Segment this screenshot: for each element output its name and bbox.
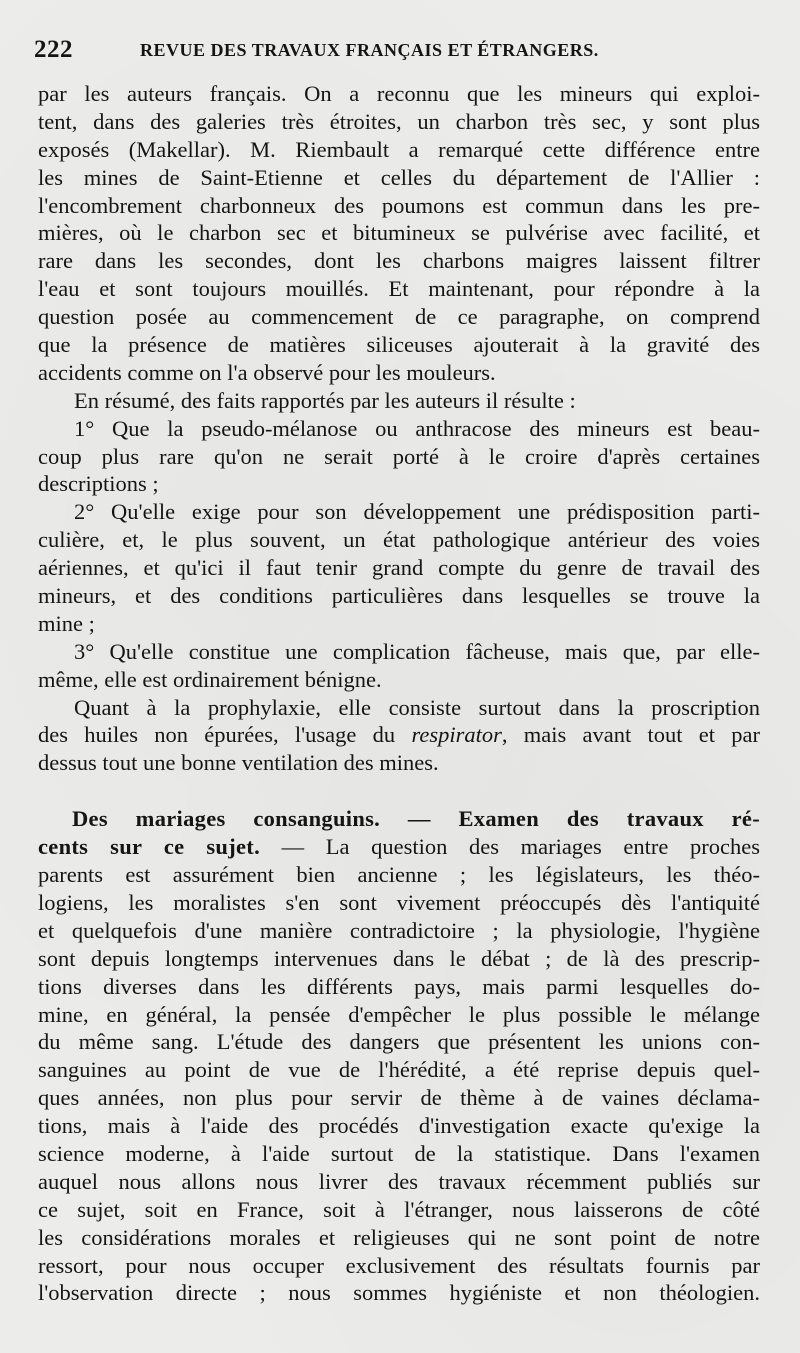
text-line: ressort, pour nous occuper exclusivement des résultats fournis par xyxy=(38,1252,760,1278)
text-line: l'eau et sont toujours mouillés. Et maintenant, pour répondre à la xyxy=(38,276,760,302)
point-2 xyxy=(38,498,760,637)
text-line xyxy=(38,721,760,749)
paragraph-prophylaxie xyxy=(38,694,760,778)
text-line: Quant à la prophylaxie, elle consiste surtout dans la proscription xyxy=(74,694,760,720)
text-line xyxy=(38,833,760,861)
section-heading-line xyxy=(38,805,760,833)
text-line: l'encombrement charbonneux des poumons est commun dans les pre- xyxy=(38,192,760,218)
summary-intro: En résumé, des faits rapportés par les auteurs il résulte : xyxy=(74,387,576,413)
italic-term: respirator xyxy=(411,722,502,748)
text-line: aériennes, et qu'ici il faut tenir grand compte du genre de travail des xyxy=(38,555,760,581)
text-line: tions, mais à l'aide des procédés d'investigation exacte qu'exige la xyxy=(38,1113,760,1139)
text-line: sont depuis longtemps intervenues dans le débat ; de là des prescrip- xyxy=(38,945,760,971)
text-line: et quelquefois d'une manière contradictoire ; la physiologie, l'hygiène xyxy=(38,917,760,943)
text-line: mine ; xyxy=(38,610,95,636)
section-heading: Des mariages consanguins. — Examen des travaux ré- xyxy=(72,806,760,832)
body-text xyxy=(38,80,760,1307)
section-spacer xyxy=(38,777,760,805)
text-line: exposés (Makellar). M. Riembault a remarqué cette différence entre xyxy=(38,136,760,162)
text-line: accidents comme on l'a observé pour les mouleurs. xyxy=(38,359,496,385)
section-heading-continued: cents sur ce sujet. xyxy=(38,834,260,860)
text-line: science moderne, à l'aide surtout de la statistique. Dans l'examen xyxy=(38,1140,760,1166)
text-line: culière, et, le plus souvent, un état pathologique antérieur des voies xyxy=(38,527,760,553)
text-line: descriptions ; xyxy=(38,471,159,497)
paragraph-mineurs xyxy=(38,80,760,387)
running-title: REVUE DES TRAVAUX FRANÇAIS ET ÉTRANGERS. xyxy=(140,40,599,60)
text-line: du même sang. L'étude des dangers que présentent les unions con- xyxy=(38,1029,760,1055)
text-line: sanguines au point de vue de l'hérédité, a été reprise depuis quel- xyxy=(38,1057,760,1083)
page-header xyxy=(34,36,770,76)
text-segment: , mais avant tout et par xyxy=(501,722,760,748)
text-line: coup plus rare qu'on ne serait porté à le croire d'après certaines xyxy=(38,443,760,469)
text-line: 3° Qu'elle constitue une complication fâcheuse, mais que, par elle- xyxy=(74,638,760,664)
text-line: tions diverses dans les différents pays, mais parmi lesquelles do- xyxy=(38,973,760,999)
point-3 xyxy=(38,638,760,694)
point-1 xyxy=(38,415,760,499)
text-line: l'observation directe ; nous sommes hygiéniste et non théologien. xyxy=(38,1280,760,1306)
text-line: mières, où le charbon sec et bitumineux se pulvérise avec facilité, et xyxy=(38,220,760,246)
text-line: même, elle est ordinairement bénigne. xyxy=(38,666,382,692)
text-line: les mines de Saint-Etienne et celles du département de l'Allier : xyxy=(38,164,760,190)
text-line: 1° Que la pseudo-mélanose ou anthracose des mineurs est beau- xyxy=(74,415,760,441)
text-line: ce sujet, soit en France, soit à l'étranger, nous laisserons de côté xyxy=(38,1196,760,1222)
text-line: question posée au commencement de ce paragraphe, on comprend xyxy=(38,304,760,330)
text-line: mineurs, et des conditions particulières dans lesquelles se trouve la xyxy=(38,583,760,609)
text-line: que la présence de matières siliceuses ajouterait à la gravité des xyxy=(38,332,760,358)
text-line: tent, dans des galeries très étroites, un charbon très sec, y sont plus xyxy=(38,108,760,134)
text-line: les considérations morales et religieuses qui ne sont point de notre xyxy=(38,1224,760,1250)
section-mariages-consanguins xyxy=(38,805,760,1307)
text-line: 2° Qu'elle exige pour son développement une prédisposition parti- xyxy=(74,499,760,525)
text-line: mine, en général, la pensée d'empêcher le plus possible le mélange xyxy=(38,1001,760,1027)
text-line: dessus tout une bonne ventilation des mines. xyxy=(38,750,439,776)
page-number: 222 xyxy=(34,36,73,63)
text-segment: — La question des mariages entre proches xyxy=(260,834,760,860)
text-segment: des huiles non épurées, l'usage du xyxy=(38,722,412,748)
text-line: par les auteurs français. On a reconnu que les mineurs qui exploi- xyxy=(38,81,760,106)
text-line: rare dans les secondes, dont les charbons maigres laissent filtrer xyxy=(38,248,760,274)
text-line: ques années, non plus pour servir de thème à de vaines déclama- xyxy=(38,1085,760,1111)
text-line: auquel nous allons nous livrer des travaux récemment publiés sur xyxy=(38,1168,760,1194)
text-line: logiens, les moralistes s'en sont vivement préoccupés dès l'antiquité xyxy=(38,889,760,915)
text-line: parents est assurément bien ancienne ; les législateurs, les théo- xyxy=(38,862,760,888)
